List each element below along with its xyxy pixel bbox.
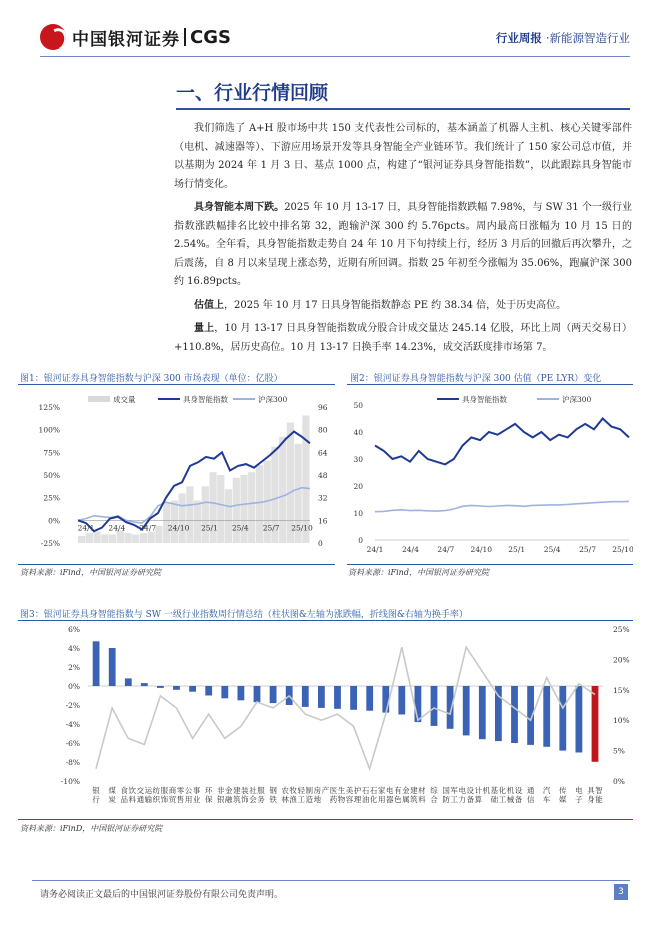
figure-3-frame <box>18 620 633 820</box>
category-label: 电力设备 <box>458 786 474 804</box>
category-label: 有色金属 <box>394 786 410 804</box>
x-tick-label: 25/1 <box>201 523 218 533</box>
paragraph-intro <box>174 120 632 194</box>
volume-bar <box>248 472 255 543</box>
category-label: 纺织服饰 <box>152 786 169 804</box>
y-left-tick-label: 0% <box>68 682 80 691</box>
industry-bar <box>254 686 261 702</box>
paragraph-valuation-text: ，2025 年 10 月 17 日具身智能指数静态 PE 约 38.34 倍，处于历史高位。 <box>224 299 567 311</box>
x-tick-label: 25/1 <box>508 545 526 554</box>
category-label: 商贸零售 <box>168 786 185 804</box>
category-label: 汽车 <box>542 786 551 804</box>
x-tick-label: 25/10 <box>612 545 633 554</box>
category-label: 建筑材料 <box>410 786 426 804</box>
category-label: 家用电器 <box>377 786 394 804</box>
y-left-tick-label: 25% <box>43 493 60 503</box>
y-left-tick-label: -2% <box>65 701 80 710</box>
industry-bar <box>109 648 116 686</box>
page-header <box>0 0 662 62</box>
x-tick-label: 24/4 <box>108 523 126 533</box>
industry-bar <box>141 683 148 686</box>
logo-divider <box>184 28 186 46</box>
y-left-tick-label: 100% <box>38 425 60 435</box>
figure-1-frame <box>18 384 335 565</box>
y-tick-label: 0 <box>358 536 363 545</box>
volume-bar <box>186 486 193 543</box>
legend-label: 具身智能指数 <box>183 395 228 404</box>
y-left-tick-label: 50% <box>43 471 60 480</box>
y-tick-label: 30 <box>353 455 363 464</box>
y-right-tick-label: 15% <box>613 685 630 695</box>
y-left-tick-label: -25% <box>40 539 60 548</box>
volume-bar <box>86 533 93 543</box>
industry-bar <box>125 678 132 686</box>
y-right-tick-label: 10% <box>613 716 630 726</box>
category-label: 房地产 <box>313 786 330 804</box>
footer-divider <box>32 880 630 881</box>
series-line-hs300 <box>375 501 629 511</box>
category-label: 计算机 <box>474 786 491 804</box>
figure-2-title: 图2：银河证券具身智能指数与沪深 300 估值（PE LYR）变化 <box>350 374 602 384</box>
x-tick-label: 24/4 <box>402 545 419 554</box>
industry-bar <box>382 686 389 713</box>
paragraph-volume-text: ，10 月 13-17 日具身智能指数成分股合计成交量达 245.14 亿股，环比上周（两天交易日）+110.8%，居历史高位。10 月 13-17 日换手率 14.23%，成交活跃度排市场第 7。 <box>174 323 633 353</box>
volume-bar <box>233 478 240 543</box>
category-label: 通信 <box>526 786 535 804</box>
industry-bar <box>205 686 212 696</box>
x-tick-label: 25/7 <box>579 545 596 554</box>
paragraph-intro-text: 我们筛选了 A+H 股市场中共 150 支代表性公司标的，基本涵盖了机器人主机、核心关键零部件（电机、减速器等）、下游应用场景开发等具身智能全产业链环节。我们统计了 150 家公司总市值，并以基期为 2024 年 1 月 3 日、基点 1000 点，构建了“银河证券具身智能指数”，以此跟踪具身智能市场行情变化。 <box>174 123 632 190</box>
y-left-tick-label: 0% <box>48 516 60 526</box>
y-right-tick-label: 25% <box>613 625 630 634</box>
y-right-tick-label: 80 <box>318 425 328 435</box>
industry-bar <box>592 686 599 762</box>
category-label: 传媒 <box>559 786 567 804</box>
category-label: 环保 <box>204 786 213 804</box>
y-tick-label: 50 <box>353 401 363 410</box>
volume-bar <box>78 536 85 543</box>
y-left-tick-label: 4% <box>68 644 80 653</box>
paragraph-valuation-lead: 估值上 <box>194 299 224 311</box>
body-text <box>174 120 632 362</box>
company-logo <box>40 24 231 50</box>
figure-1-title: 图1：银河证券具身智能指数与沪深 300 市场表现（单位：亿股） <box>20 374 283 384</box>
y-left-tick-label: -10% <box>60 777 80 786</box>
category-label: 农林牧渔 <box>281 786 297 804</box>
industry-bar <box>318 686 325 708</box>
figure-3-source: 资料来源：iFinD，中国银河证券研究院 <box>20 824 163 833</box>
section-title: 一、行业行情回顾 <box>176 82 329 104</box>
volume-bar <box>225 489 232 543</box>
volume-bar <box>279 437 286 543</box>
paragraph-volume <box>174 320 632 357</box>
x-tick-label: 24/1 <box>77 523 95 533</box>
legend-label: 具身智能指数 <box>462 395 507 404</box>
legend-label: 沪深300 <box>562 395 592 404</box>
paragraph-volume-lead: 量上 <box>194 323 215 334</box>
industry-bar <box>221 686 228 698</box>
report-category <box>496 30 630 46</box>
y-left-tick-label: 6% <box>68 625 80 634</box>
y-left-tick-label: 75% <box>43 448 60 458</box>
volume-bar <box>179 493 186 543</box>
chart-1-market-performance <box>18 385 335 564</box>
category-label: 食品饮料 <box>120 786 136 804</box>
industry-bar <box>576 686 583 753</box>
industry-bar <box>543 686 550 747</box>
logo-icon <box>40 24 66 50</box>
volume-bar <box>210 472 217 543</box>
paragraph-weekly-lead: 具身智能本周下跌。 <box>194 202 285 213</box>
y-right-tick-label: 96 <box>318 403 328 412</box>
y-left-tick-label: -8% <box>65 758 80 767</box>
x-tick-label: 25/4 <box>543 545 561 554</box>
figure-3-title: 图3：银河证券具身智能指数与 SW 一级行业指数周行情总结（柱状图&左轴为涨跌幅，折线图&右轴为换手率） <box>20 610 468 620</box>
volume-bar <box>240 475 247 543</box>
industry-bar <box>366 686 373 711</box>
volume-bar <box>202 486 209 543</box>
industry-bar <box>350 686 357 710</box>
category-label: 美容护理 <box>345 786 362 804</box>
volume-bar <box>217 475 224 543</box>
paragraph-weekly <box>174 199 632 292</box>
y-right-tick-label: 16 <box>318 516 328 526</box>
volume-bar <box>101 535 108 544</box>
industry-bar <box>189 686 196 692</box>
turnover-line <box>96 647 595 769</box>
category-label: 轻工制造 <box>297 786 314 804</box>
industry-bar <box>270 686 277 703</box>
industry-bar <box>398 686 405 715</box>
category-label: 石油石化 <box>361 786 378 804</box>
category-label: 国防军工 <box>442 786 458 804</box>
volume-bar <box>140 533 147 543</box>
industry-bar <box>463 686 470 735</box>
legend-label: 沪深300 <box>258 395 288 404</box>
x-tick-label: 24/10 <box>470 545 493 554</box>
industry-bar <box>157 686 164 688</box>
industry-bar <box>93 641 100 686</box>
category-label: 医药生物 <box>329 786 346 804</box>
y-left-tick-label: 125% <box>38 403 60 412</box>
category-label: 电子 <box>575 786 583 804</box>
y-left-tick-label: -4% <box>65 720 80 729</box>
x-tick-label: 24/1 <box>366 545 384 554</box>
category-label: 机械设备 <box>506 786 523 804</box>
page-number: 3 <box>614 884 628 900</box>
volume-bar <box>171 501 178 544</box>
paragraph-weekly-text: 2025 年 10 月 13-17 日，具身智能指数跌幅 7.98%，与 SW 31 个一级行业指数涨跌幅排名比较中排名第 32，跑输沪深 300 约 5.76pcts。周内最高日涨幅为 10 月 15 日的 2.54%。全年看，具身智能指数走势自 24 年 10 月下旬持续上行，经历 3 月后的回撤后再次攀升，之后震荡，自 8 月以来呈现上涨态势，近期有所回调。指数 25 年初至今涨幅为 35.06%，跑赢沪深 300 约 16.89pcts。 <box>174 202 632 287</box>
category-label: 银行 <box>92 786 100 804</box>
y-tick-label: 40 <box>353 428 363 437</box>
x-tick-label: 24/7 <box>139 523 157 533</box>
industry-bar <box>302 686 309 707</box>
volume-bar <box>194 501 201 544</box>
x-tick-label: 25/4 <box>231 523 249 533</box>
category-label: 具身智能 <box>587 786 603 804</box>
volume-bar <box>155 526 162 543</box>
volume-bar <box>124 533 131 543</box>
logo-chinese-name: 中国银河证券 <box>72 29 180 50</box>
volume-bar <box>132 535 139 544</box>
report-type: 行业周报 <box>495 31 542 45</box>
header-divider <box>40 56 630 57</box>
industry-bar <box>479 686 486 739</box>
industry-bar <box>334 686 341 709</box>
category-label: 建筑装饰 <box>233 786 249 804</box>
paragraph-valuation <box>174 297 632 316</box>
category-label: 非银金融 <box>217 786 233 804</box>
figure-2-frame <box>347 384 633 565</box>
footer-disclaimer: 请务必阅读正文最后的中国银河证券股份有限公司免责声明。 <box>40 890 284 900</box>
y-right-tick-label: 20% <box>613 655 630 665</box>
category-label: 煤炭 <box>108 786 116 804</box>
y-right-tick-label: 0% <box>613 777 625 786</box>
category-label: 综合 <box>430 786 438 804</box>
y-right-tick-label: 5% <box>613 746 625 756</box>
industry-bar <box>173 686 180 690</box>
logo-english-name: CGS <box>190 26 231 48</box>
report-industry: ·新能源智造行业 <box>545 31 630 45</box>
industry-bar <box>431 686 438 726</box>
figure-1-source: 资料来源：iFind，中国银河证券研究院 <box>20 568 161 577</box>
y-right-tick-label: 32 <box>318 493 328 503</box>
category-label: 社会服务 <box>249 786 265 804</box>
y-left-tick-label: -6% <box>65 739 80 748</box>
y-tick-label: 10 <box>353 509 363 518</box>
industry-bar <box>511 686 518 743</box>
chart-3-industry-weekly <box>18 621 633 819</box>
y-right-tick-label: 64 <box>318 448 328 458</box>
volume-bar <box>148 532 155 543</box>
legend-swatch-volume <box>88 396 110 402</box>
figure-2-source: 资料来源：iFind，中国银河证券研究院 <box>348 568 489 577</box>
x-tick-label: 25/10 <box>291 523 313 533</box>
category-label: 钢铁 <box>269 786 277 804</box>
chart-2-valuation <box>347 385 633 564</box>
x-tick-label: 24/7 <box>437 545 455 554</box>
industry-bar <box>559 686 566 751</box>
volume-bar <box>94 532 101 543</box>
industry-bar <box>238 686 245 700</box>
category-label: 交通运输 <box>136 786 153 804</box>
section-title-rule <box>176 108 630 110</box>
y-right-tick-label: 0 <box>318 539 323 548</box>
y-right-tick-label: 48 <box>318 471 328 480</box>
x-tick-label: 25/7 <box>262 523 280 533</box>
category-label: 公用事业 <box>184 786 201 804</box>
y-tick-label: 20 <box>353 482 363 491</box>
series-line-index <box>375 419 629 465</box>
y-left-tick-label: 2% <box>68 663 80 672</box>
x-tick-label: 24/10 <box>167 523 190 533</box>
category-label: 基础化工 <box>490 786 507 804</box>
volume-bar <box>109 535 116 544</box>
legend-label: 成交量 <box>113 395 136 404</box>
industry-bar <box>495 686 502 741</box>
